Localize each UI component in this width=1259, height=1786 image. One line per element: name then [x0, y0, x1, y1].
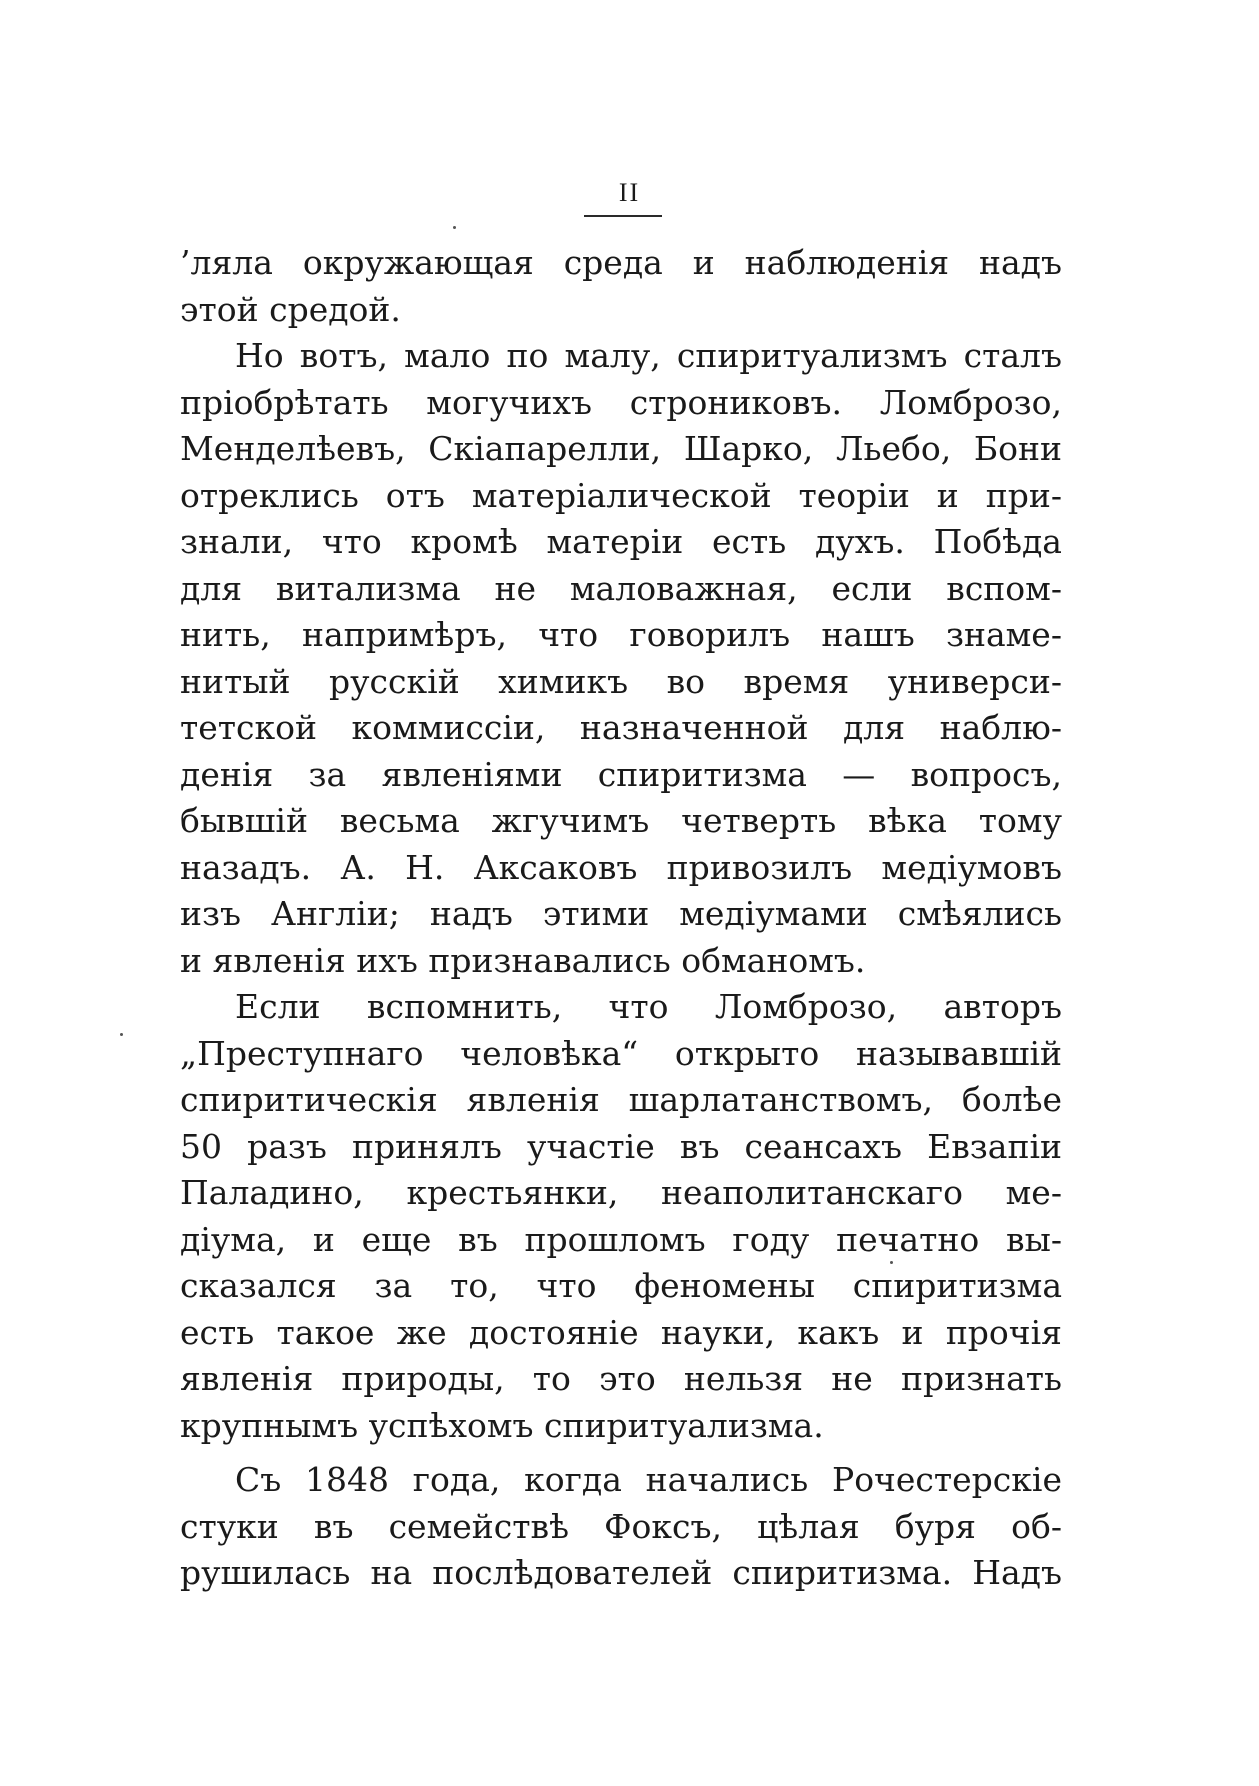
text-line: отреклись отъ матеріалической теоріи и при-: [180, 475, 1062, 515]
paragraph-4: [180, 1457, 1062, 1597]
text-line: Если вспомнить, что Ломброзо, авторъ: [235, 987, 1062, 1026]
scan-speck: [120, 1033, 123, 1036]
scan-speck: [890, 1261, 893, 1264]
text-line: Съ 1848 года, когда начались Рочестерскіе: [235, 1460, 1062, 1499]
text-line: діума, и еще въ прошломъ году печатно вы-: [180, 1219, 1062, 1259]
text-line: есть такое же достояніе науки, какъ и прочія: [180, 1312, 1062, 1352]
text-line: бывшій весьма жгучимъ четверть вѣка тому: [180, 801, 1062, 840]
text-line: знали, что кромѣ матеріи есть духъ. Побѣда: [180, 522, 1062, 561]
text-line: изъ Англіи; надъ этими медіумами смѣялись: [180, 894, 1062, 933]
text-line: денія за явленіями спиритизма — вопросъ,: [180, 754, 1062, 794]
paragraph-2: [180, 333, 1062, 984]
text-line: рушилась на послѣдователей спиритизма. Надъ: [180, 1553, 1062, 1592]
paragraph-gap: [180, 1449, 1062, 1457]
text-line: крупнымъ успѣхомъ спиритуализма.: [180, 1405, 824, 1445]
text-line: этой средой.: [180, 289, 401, 329]
text-line: нить, напримѣръ, что говорилъ нашъ знаме-: [180, 615, 1062, 654]
text-line: Менделѣевъ, Скіапарелли, Шарко, Льебо, Бони: [180, 429, 1062, 468]
text-line: спиритическія явленія шарлатанствомъ, болѣе: [180, 1080, 1062, 1119]
text-line: для витализма не маловажная, если вспом-: [180, 568, 1062, 608]
text-line: назадъ. А. Н. Аксаковъ привозилъ медіумовъ: [180, 847, 1062, 887]
text-line: сказался за то, что феномены спиритизма: [180, 1266, 1062, 1305]
text-line: нитый русскій химикъ во время универси-: [180, 661, 1062, 701]
paragraph-3: [180, 984, 1062, 1449]
body-text: [180, 240, 1062, 1597]
text-line: стуки въ семействѣ Фоксъ, цѣлая буря об-: [180, 1506, 1062, 1546]
page-number: II: [618, 178, 641, 207]
paragraph-1: [180, 240, 1062, 333]
header-rule: [584, 215, 662, 217]
text-line: ’ляла окружающая среда и наблюденія надъ: [180, 243, 1062, 282]
text-line: 50 разъ принялъ участіе въ сеансахъ Евзапіи: [180, 1126, 1062, 1166]
scan-speck: [453, 226, 456, 229]
text-line: Но вотъ, мало по малу, спиритуализмъ сталъ: [235, 336, 1062, 375]
text-line: явленія природы, то это нельзя не признать: [180, 1359, 1062, 1398]
text-line: тетской коммиссіи, назначенной для наблю-: [180, 708, 1062, 747]
text-line: „Преступнаго человѣка“ открыто называвшій: [180, 1033, 1062, 1073]
text-line: и явленія ихъ признавались обманомъ.: [180, 940, 866, 980]
text-line: Паладино, крестьянки, неаполитанскаго ме-: [180, 1173, 1062, 1212]
text-line: пріобрѣтать могучихъ строниковъ. Ломброзо,: [180, 382, 1062, 422]
